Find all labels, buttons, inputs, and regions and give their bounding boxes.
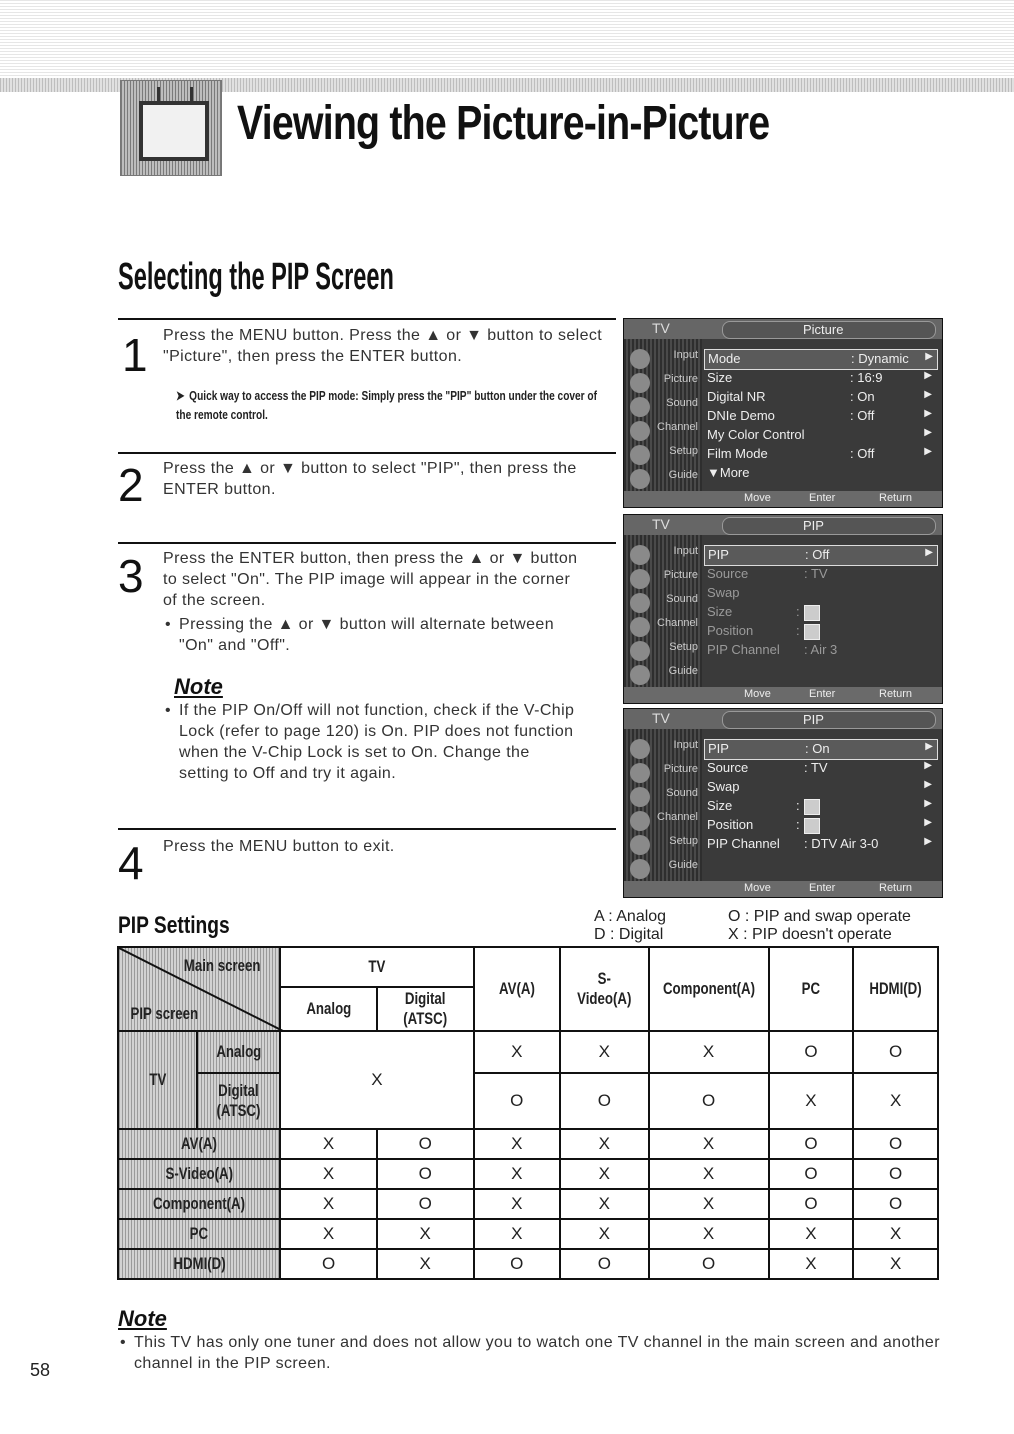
- table-cell: X: [560, 1159, 648, 1189]
- legend-not-operate: X : PIP doesn't operate: [728, 926, 892, 943]
- table-cell: X: [769, 1249, 854, 1279]
- step-bullets: [163, 614, 583, 656]
- osd-row: PIP Channel : DTV Air 3-0 ▶: [707, 836, 932, 851]
- osd-row: Size :: [704, 603, 936, 622]
- sidebar-item-picture: Picture: [628, 373, 698, 395]
- table-cell: O: [769, 1159, 854, 1189]
- table-cell: X: [474, 1159, 561, 1189]
- table-cell: X: [560, 1189, 648, 1219]
- row-header-av: AV(A): [118, 1129, 280, 1159]
- table-cell: O: [853, 1159, 938, 1189]
- sidebar-item-sound: Sound: [628, 397, 698, 419]
- table-cell: X: [649, 1219, 769, 1249]
- osd-row: Size : ▶: [707, 798, 932, 813]
- sidebar-item-input: Input: [628, 739, 698, 761]
- sidebar-item-input: Input: [628, 545, 698, 567]
- table-cell: X: [280, 1189, 377, 1219]
- header-band: [0, 0, 1014, 90]
- page-number: 58: [30, 1360, 51, 1380]
- table-cell: X: [280, 1159, 377, 1189]
- tip: [176, 386, 597, 424]
- sidebar-item-picture: Picture: [628, 763, 698, 785]
- osd-row: PIP Channel : Air 3: [707, 642, 838, 657]
- table-cell: O: [769, 1189, 854, 1219]
- step-text: Press the ▲ or ▼ button to select "PIP", then press the ENTER button.: [163, 460, 577, 498]
- osd-sidebar: [624, 339, 702, 491]
- table-cell: X: [769, 1073, 854, 1129]
- row-header-analog: Analog: [197, 1031, 280, 1073]
- sidebar-item-sound: Sound: [628, 787, 698, 809]
- osd-row: My Color Control ▶: [707, 427, 932, 442]
- step-number: 2: [118, 459, 144, 511]
- osd-pip-menu-on: [623, 708, 943, 898]
- osd-header: [624, 319, 942, 339]
- osd-tv-label: TV: [652, 320, 670, 336]
- row-header-digital: Digital (ATSC): [197, 1073, 280, 1129]
- osd-picture-menu: [623, 318, 943, 508]
- tip-text: Quick way to access the PIP mode: Simply press the "PIP" button under the cover of the remote control.: [176, 388, 598, 422]
- section-title: Selecting the PIP Screen: [118, 256, 394, 298]
- table-cell: O: [769, 1031, 854, 1073]
- osd-sidebar: [624, 535, 702, 687]
- col-header-digital: Digital (ATSC): [377, 987, 474, 1031]
- bottom-note: [118, 1332, 948, 1374]
- table-cell: X: [560, 1031, 648, 1073]
- osd-row: Swap: [707, 585, 740, 600]
- table-cell: O: [853, 1189, 938, 1219]
- osd-menu-title: Picture: [803, 322, 844, 337]
- osd-row: Source : TV: [707, 566, 828, 581]
- col-header-analog: Analog: [280, 987, 377, 1031]
- osd-row: Mode : Dynamic ▶: [704, 349, 938, 370]
- page-title: Viewing the Picture-in-Picture: [237, 97, 770, 150]
- sidebar-item-setup: Setup: [628, 641, 698, 663]
- sidebar-item-channel: Channel: [628, 811, 698, 833]
- table-cell: O: [853, 1129, 938, 1159]
- col-header-av: AV(A): [474, 947, 561, 1031]
- osd-row: Film Mode : Off ▶: [707, 446, 932, 461]
- osd-row: Position :: [704, 622, 936, 641]
- sidebar-item-picture: Picture: [628, 569, 698, 591]
- sidebar-item-setup: Setup: [628, 835, 698, 857]
- table-cell: X: [474, 1189, 561, 1219]
- table-cell: O: [560, 1249, 648, 1279]
- table-cell: O: [560, 1073, 648, 1129]
- osd-row: Source : TV ▶: [707, 760, 932, 775]
- osd-row: Position : ▶: [707, 817, 932, 832]
- pip-screen-label: PIP screen: [130, 1004, 199, 1023]
- table-cell: O: [853, 1031, 938, 1073]
- table-cell: X: [377, 1249, 474, 1279]
- table-cell: X: [853, 1073, 938, 1129]
- table-cell: X: [560, 1129, 648, 1159]
- note-title: Note: [174, 674, 223, 699]
- osd-header: TV PIP: [624, 709, 942, 729]
- osd-row: Swap ▶: [707, 779, 932, 794]
- sidebar-item-guide: Guide: [628, 469, 698, 491]
- row-header-tv: TV: [118, 1031, 197, 1129]
- divider: [118, 542, 616, 544]
- note-text: • If the PIP On/Off will not function, check if the V-Chip Lock (refer to page 120) is On. PIP does not function when the V-Chip Lock is set to On. Change the setting to Off and try it again.: [163, 700, 583, 784]
- legend-operate: O : PIP and swap operate: [728, 908, 911, 925]
- osd-row: PIP : On ▶: [704, 739, 938, 760]
- main-screen-label: Main screen: [183, 956, 261, 975]
- table-cell: O: [280, 1249, 377, 1279]
- table-cell: X: [474, 1219, 561, 1249]
- sidebar-item-input: Input: [628, 349, 698, 371]
- bullet-item: • Pressing the ▲ or ▼ button will alternate between "On" and "Off".: [163, 614, 583, 656]
- row-header-svideo: S-Video(A): [118, 1159, 280, 1189]
- row-header-pc: PC: [118, 1219, 280, 1249]
- tv-icon: [120, 80, 222, 176]
- osd-row: ▼More: [707, 465, 750, 480]
- table-cell: X: [649, 1159, 769, 1189]
- step-number: 3: [118, 550, 144, 602]
- table-cell: X: [280, 1031, 473, 1129]
- pip-settings-table: [117, 946, 939, 1280]
- step-number: 1: [122, 329, 148, 381]
- col-header-component: Component(A): [649, 947, 769, 1031]
- table-cell: O: [474, 1249, 561, 1279]
- sidebar-item-guide: Guide: [628, 665, 698, 687]
- table-cell: X: [280, 1129, 377, 1159]
- step-text: Press the MENU button to exit.: [163, 838, 395, 855]
- col-header-hdmi: HDMI(D): [853, 947, 938, 1031]
- osd-row: Size : 16:9 ▶: [707, 370, 932, 385]
- osd-row: PIP : Off ▶: [704, 545, 938, 566]
- table-cell: O: [377, 1159, 474, 1189]
- step-text: Press the ENTER button, then press the ▲ or ▼ button to select "On". The PIP image will appear in the corner of the screen.: [163, 550, 578, 609]
- table-cell: O: [649, 1073, 769, 1129]
- divider: [118, 452, 616, 454]
- osd-header: TV PIP: [624, 515, 942, 535]
- table-cell: X: [474, 1031, 561, 1073]
- row-header-hdmi: HDMI(D): [118, 1249, 280, 1279]
- sidebar-item-setup: Setup: [628, 445, 698, 467]
- table-cell: X: [853, 1219, 938, 1249]
- step-text: Press the MENU button. Press the ▲ or ▼ button to select "Picture", then press the ENTER button.: [163, 327, 603, 365]
- legend-analog: A : Analog: [594, 908, 667, 925]
- osd-sidebar: [624, 729, 702, 881]
- table-cell: X: [560, 1219, 648, 1249]
- bottom-note-title: Note: [118, 1306, 167, 1331]
- osd-menu-title: PIP: [803, 712, 824, 727]
- table-cell: O: [377, 1129, 474, 1159]
- osd-row: DNIe Demo : Off ▶: [707, 408, 932, 423]
- bottom-note-text: • This TV has only one tuner and does not allow you to watch one TV channel in the main screen and another channel in the PIP screen.: [118, 1332, 948, 1374]
- arrow-icon: ➤: [176, 388, 185, 403]
- divider: [118, 318, 616, 320]
- osd-row: Digital NR : On ▶: [707, 389, 932, 404]
- note-bullets: [163, 700, 583, 784]
- col-header-pc: PC: [769, 947, 854, 1031]
- col-header-svideo: S-Video(A): [560, 947, 648, 1031]
- step-number: 4: [118, 837, 144, 889]
- table-cell: O: [377, 1189, 474, 1219]
- sidebar-item-channel: Channel: [628, 421, 698, 443]
- table-cell: X: [649, 1129, 769, 1159]
- table-cell: X: [853, 1249, 938, 1279]
- legend-digital: D : Digital: [594, 926, 664, 943]
- osd-footer: Move Enter Return: [624, 491, 942, 507]
- table-cell: X: [649, 1031, 769, 1073]
- table-cell: X: [377, 1219, 474, 1249]
- table-cell: O: [769, 1129, 854, 1159]
- sidebar-item-channel: Channel: [628, 617, 698, 639]
- osd-pip-menu-off: [623, 514, 943, 704]
- sidebar-item-guide: Guide: [628, 859, 698, 881]
- table-cell: X: [649, 1189, 769, 1219]
- settings-title: PIP Settings: [118, 912, 230, 939]
- osd-footer: Move Enter Return: [624, 687, 942, 703]
- osd-footer: Move Enter Return: [624, 881, 942, 897]
- tv-col-header: TV: [280, 947, 473, 987]
- divider: [118, 828, 616, 830]
- osd-menu-title: PIP: [803, 518, 824, 533]
- table-cell: X: [280, 1219, 377, 1249]
- table-corner-header: [118, 947, 280, 1031]
- table-cell: O: [649, 1249, 769, 1279]
- table-cell: X: [474, 1129, 561, 1159]
- sidebar-item-sound: Sound: [628, 593, 698, 615]
- table-cell: X: [769, 1219, 854, 1249]
- table-cell: O: [474, 1073, 561, 1129]
- row-header-component: Component(A): [118, 1189, 280, 1219]
